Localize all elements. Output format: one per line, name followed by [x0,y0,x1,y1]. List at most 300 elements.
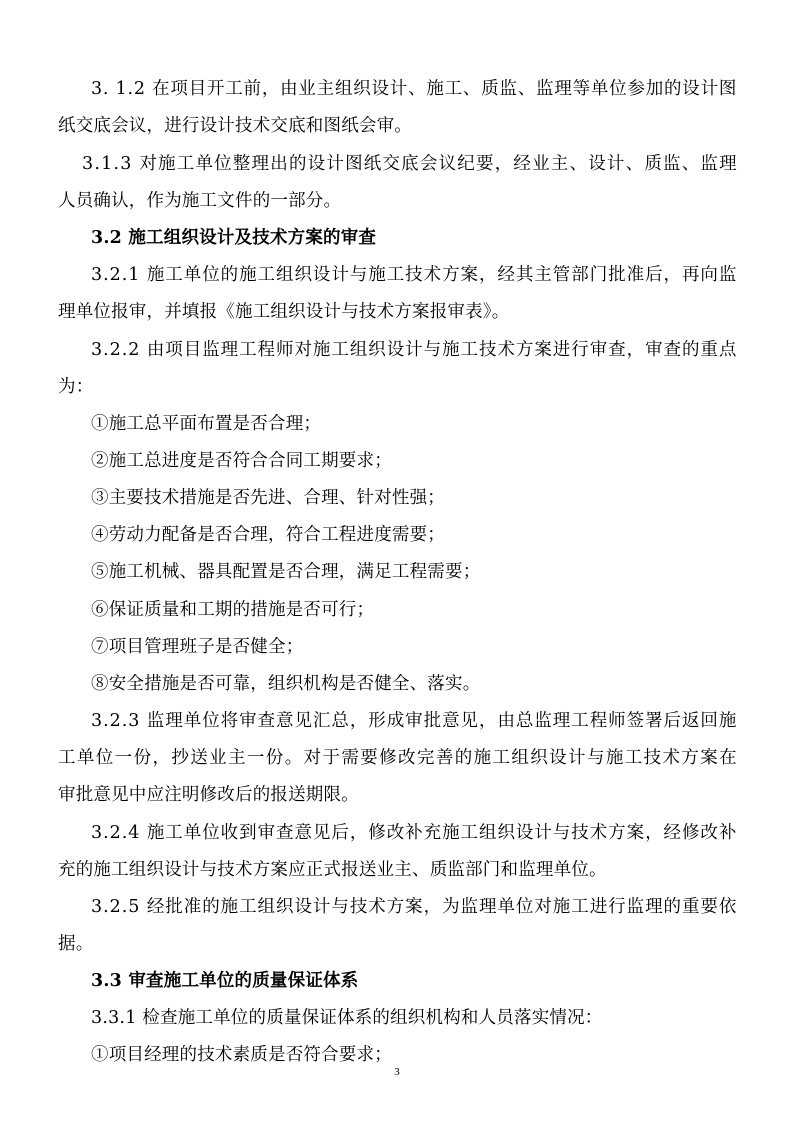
text-character: 意 [294,823,313,843]
text-character: 组 [349,340,368,360]
text-character: 计 [312,897,331,917]
text-character: ， [349,711,368,731]
text-character: 业 [209,748,227,768]
text-character: 、 [462,79,481,99]
text-character: 加 [645,79,664,99]
text-character: 工 [176,154,195,174]
text-character: 后 [645,265,663,285]
text-character: 织 [276,897,294,917]
text-character: 工 [257,265,276,285]
text-character: 施 [220,897,239,917]
text-character: 工 [460,340,479,360]
text-character: 5 [128,897,140,917]
text-character: 抄 [171,748,190,768]
text-character: 理 [478,897,497,917]
text-character: 计 [534,823,553,843]
text-character: 2 [109,897,121,917]
text-character: 纪 [457,154,475,174]
text-character [140,339,146,361]
text-character: 纸 [363,154,382,174]
text-character: 、 [408,79,426,99]
text-character: . [121,340,128,360]
text-character: 设 [682,79,700,99]
paragraph-3-2-4-line-2: 充的施工组织设计与技术方案应正式报送业主、质监部门和监理单位。 [58,860,607,880]
paragraph-3-1-3-line-1 [82,153,737,175]
text-character: 审 [257,823,276,843]
text-character: 织 [353,79,371,99]
text-character: 签 [626,711,645,731]
text-character: 的 [220,265,239,285]
text-character: 审 [645,340,663,360]
review-point-1: ①施工总平面布置是否合理； [91,414,322,434]
text-character: 进 [589,897,608,917]
text-character: 3 [120,154,132,174]
text-character: 、 [569,154,588,174]
text-character: 、 [517,79,536,99]
text-character: 行 [608,897,626,917]
text-character: 底 [401,154,419,174]
text-character: ， [261,79,280,99]
text-character: ， [626,340,645,360]
text-character: 组 [257,897,276,917]
text-character: 修 [379,748,397,768]
text-character: 补 [718,823,737,843]
text-character: 工 [165,265,183,285]
text-character: 施 [605,748,624,768]
text-character: 监 [663,154,681,174]
text-character: 3 [91,711,103,731]
text-character: 位 [202,823,220,843]
text-character: 的 [202,897,220,917]
text-character: 理 [251,154,270,174]
section-heading-3-3: 3.3 审查施工单位的质量保证体系 [91,971,359,991]
text-character: 方 [681,748,700,768]
text-character: 计 [331,265,350,285]
text-character: 的 [664,79,682,99]
paragraph-3-3-1-line-1: 3.3.1 检查施工单位的质量保证体系的组织机构和人员落实情况： [91,1008,603,1028]
text-character: 1 [101,154,113,174]
text-character: 的 [663,897,682,917]
text-character: 位 [515,897,534,917]
text-character: 对 [303,748,322,768]
text-character: 管 [552,265,571,285]
text-character: 主 [228,748,246,768]
text-character: 审 [405,711,423,731]
text-character: 师 [276,340,294,360]
text-character: 位 [202,265,220,285]
text-character: 目 [188,79,207,99]
text-character: 点 [718,340,737,360]
text-character: 交 [382,154,401,174]
text-character: 准 [626,265,645,285]
text-character: 等 [572,79,591,99]
text-character: 案 [534,340,553,360]
text-character: 经 [663,823,682,843]
text-character: 的 [454,748,473,768]
text-character: 与 [331,897,350,917]
text-character: 见 [460,711,479,731]
text-character: 对 [534,897,553,917]
text-character: 位 [214,154,232,174]
text-character: . [121,711,128,731]
paragraph-3-2-1-line-1 [91,264,737,286]
text-character: 在 [152,79,170,99]
text-character: 监 [202,340,220,360]
paragraph-3-2-3-line-1 [91,710,737,732]
text-character: 质 [644,154,663,174]
text-character: 施 [158,154,176,174]
text-character: 意 [442,711,460,731]
text-character: 再 [681,265,700,285]
text-character: 完 [416,748,435,768]
text-character: 整 [232,154,251,174]
text-character: 织 [530,748,548,768]
text-character: 设 [312,265,331,285]
review-point-8: ⑧安全措施是否可靠，组织机构是否健全、落实。 [91,674,481,694]
text-character: 前 [243,79,262,99]
text-character: 回 [700,711,719,731]
text-character: 与 [552,823,571,843]
text-character: 计 [700,79,719,99]
review-point-6: ⑥保证质量和工期的措施是否可行； [91,600,375,620]
text-character: 计 [405,340,423,360]
text-character: 理 [645,897,663,917]
text-character: 单 [76,748,95,768]
text-character: 由 [146,340,165,360]
text-character: 单 [497,897,516,917]
text-character: 主 [550,154,569,174]
text-character: 其 [515,265,534,285]
text-character: 工 [571,711,589,731]
text-character: 批 [165,897,183,917]
text-character: 进 [552,340,571,360]
text-character: 一 [246,748,265,768]
text-character: ， [478,265,497,285]
text-character: 查 [663,340,682,360]
text-character: 、 [681,154,700,174]
text-character: 施 [146,823,165,843]
text-character: 位 [95,748,114,768]
text-character: . [103,823,109,843]
text-character: 审 [589,340,608,360]
text-character: 设 [386,340,405,360]
page-number: 3 [394,1066,400,1078]
text-character: 的 [288,154,307,174]
text-character: 由 [280,79,298,99]
text-character: 审 [239,711,257,731]
text-character: 施 [312,340,331,360]
text-character: 理 [554,79,573,99]
text-character: 技 [571,823,589,843]
text-character: 技 [405,265,423,285]
text-character: . [103,265,109,285]
text-character: 准 [183,897,202,917]
text-character: . [113,154,120,174]
review-point-4: ④劳动力配备是否合理，符合工程进度需要； [91,525,445,545]
review-point-5: ⑤施工机械、器具配置是否合理，满足工程需要； [91,562,481,582]
review-point-7: ⑦项目管理班子是否健全； [91,637,304,657]
text-character: 工 [460,823,479,843]
text-character: 方 [515,340,534,360]
text-character: 业 [532,154,550,174]
text-character: 工 [58,748,76,768]
text-character: 施 [718,711,737,731]
text-character: 理 [165,711,183,731]
text-character: 开 [206,79,225,99]
text-character: 补 [405,823,423,843]
text-character: 工 [239,897,257,917]
text-character: 后 [331,823,350,843]
text-character: 查 [608,340,626,360]
text-character: 批 [423,711,442,731]
text-character: 案 [460,265,479,285]
text-character: 技 [643,748,662,768]
text-character: 需 [341,748,360,768]
text-character: 总 [515,711,534,731]
text-character: 要 [360,748,378,768]
text-character: 监 [146,711,165,731]
text-character: 组 [276,265,294,285]
text-character: 施 [442,823,460,843]
text-character: 技 [349,897,368,917]
text-character: 施 [239,265,257,285]
text-character: 案 [405,897,423,917]
text-character: 向 [700,265,719,285]
text-character: ， [423,897,442,917]
text-character: 经 [497,265,516,285]
text-character: 行 [571,340,589,360]
text-character: 图 [345,154,363,174]
text-character: 重 [700,340,719,360]
text-character: 在 [719,748,737,768]
text-character: . [103,340,109,360]
text-character: 主 [534,265,553,285]
paragraph-3-2-3-line-2 [58,747,737,769]
text-character: 术 [662,748,681,768]
text-character: 施 [442,340,460,360]
text-character: 工 [225,79,243,99]
text-character: 案 [626,823,645,843]
text-character: 计 [389,79,408,99]
text-character: 设 [515,823,534,843]
text-character: 将 [220,711,239,731]
text-character: 施 [368,265,386,285]
text-character: ， [645,823,663,843]
text-character: 于 [322,748,341,768]
text-character: 理 [220,340,239,360]
text-character: 、 [625,154,644,174]
text-character: 总 [331,711,350,731]
text-character: 目 [183,340,202,360]
text-character: 织 [497,823,516,843]
text-character: 2 [109,265,121,285]
text-character: 图 [718,79,737,99]
text-character: ， [478,711,497,731]
text-character: 主 [316,79,335,99]
text-character: 单 [183,823,202,843]
text-character: 3 [128,711,140,731]
text-character: 施 [146,265,165,285]
text-character: 会 [419,154,438,174]
text-character: 监 [534,711,553,731]
text-character: 程 [589,711,608,731]
text-character: 项 [165,340,183,360]
text-character: 改 [700,823,719,843]
text-character: 监 [718,265,737,285]
text-character: 位 [202,711,220,731]
text-character: 份 [265,748,284,768]
text-character: 返 [681,711,700,731]
text-character: 份 [133,748,152,768]
paragraph-3-2-3-line-3: 审批意见中应注明修改后的报送期限。 [58,785,359,805]
text-character: 3 [91,340,103,360]
text-character: 单 [183,265,202,285]
text-character: . [121,823,128,843]
text-character: 重 [681,897,700,917]
text-character: 4 [128,823,140,843]
text-character: 与 [423,340,442,360]
text-character: 术 [497,340,516,360]
text-character: 单 [590,79,609,99]
text-character: . [121,897,128,917]
text-character: 一 [114,748,133,768]
text-character: 形 [368,711,386,731]
text-character: 施 [552,897,571,917]
text-character: 经 [146,897,165,917]
text-character: 设 [549,748,567,768]
text-character: 3 [82,154,94,174]
text-character: 施 [426,79,445,99]
text-character: 术 [368,897,386,917]
text-character: 单 [195,154,214,174]
text-character: 改 [398,748,416,768]
paragraph-3-1-2-line-2: 纸交底会议，进行设计技术交底和图纸会审。 [58,116,412,136]
text-character: 批 [608,265,626,285]
text-character: 项 [170,79,189,99]
text-character: . [102,79,109,99]
text-character: ， [663,265,682,285]
text-character: ， [494,154,513,174]
text-character: 对 [139,154,158,174]
text-character: 修 [368,823,386,843]
text-character: 方 [442,265,460,285]
text-character: 理 [552,711,571,731]
text-character [140,264,146,286]
text-character: 。 [284,748,303,768]
text-character: 议 [438,154,457,174]
text-character: 术 [423,265,442,285]
text-character: 工 [624,748,643,768]
text-character: 汇 [312,711,331,731]
text-character: 后 [663,711,682,731]
text-character [140,896,146,918]
text-character: 设 [588,154,606,174]
text-character: 与 [349,265,368,285]
text-character: 对 [294,340,313,360]
text-character: 送 [190,748,208,768]
text-character: . [127,79,134,99]
text-character: 见 [312,823,331,843]
text-character: 参 [627,79,646,99]
text-character: 1 [128,265,140,285]
text-character [140,822,146,844]
text-character: 查 [257,711,276,731]
text-character: 1 [115,79,127,99]
text-character: 工 [492,748,511,768]
text-character: ， [152,748,171,768]
text-character: 计 [606,154,625,174]
text-character: 监 [460,897,479,917]
text-character: 工 [165,823,183,843]
text-character: 设 [307,154,326,174]
section-heading-3-2: 3.2 施工组织设计及技术方案的审查 [91,228,377,248]
text-character: 由 [497,711,516,731]
text-character: 门 [589,265,608,285]
text-character: 位 [609,79,627,99]
text-character: 经 [513,154,532,174]
text-character: 3 [91,823,103,843]
text-character: 设 [371,79,390,99]
text-character: 计 [568,748,586,768]
text-character: 理 [719,154,737,174]
text-character: 善 [435,748,454,768]
text-character: 3 [91,79,103,99]
text-character: 案 [700,748,718,768]
review-point-3: ③主要技术措施是否先进、合理、针对性强； [91,488,445,508]
text-character: 程 [257,340,276,360]
text-character: 监 [499,79,518,99]
text-character: 师 [608,711,626,731]
quality-check-point-1: ①项目经理的技术素质是否符合要求； [91,1045,392,1065]
text-character: 织 [368,340,386,360]
text-character: . [121,265,128,285]
text-character: 组 [511,748,530,768]
text-character: 要 [475,154,494,174]
paragraph-3-2-1-line-2: 理单位报审，并填报《施工组织设计与技术方案报审表》。 [58,302,510,322]
paragraph-3-2-5-line-2: 据。 [58,934,94,954]
text-character: 与 [586,748,605,768]
text-character: 改 [386,823,405,843]
text-character: 质 [481,79,499,99]
text-character [133,153,139,175]
text-character: 方 [608,823,626,843]
text-character: 依 [718,897,737,917]
paragraph-3-2-2-line-1 [91,339,737,361]
text-character: 组 [334,79,353,99]
text-character: . [94,154,101,174]
text-character: 为 [442,897,460,917]
paragraph-3-2-4-line-1 [91,822,737,844]
text-character: 工 [386,265,405,285]
text-character: 2 [109,340,121,360]
text-character: 署 [645,711,663,731]
paragraph-3-2-2-line-2: 为： [58,377,94,397]
paragraph-3-1-2-line-1 [91,78,737,100]
text-character: 监 [700,154,719,174]
text-character: 3 [91,897,103,917]
paragraph-3-2-5-line-1 [91,896,737,918]
text-character: 3 [91,265,103,285]
text-character: . [103,711,109,731]
text-character: 意 [276,711,294,731]
text-character: . [103,897,109,917]
text-character: 查 [276,823,294,843]
text-character: 的 [681,340,700,360]
text-character: 2 [109,823,121,843]
review-point-2: ②施工总进度是否符合合同工期要求； [91,451,392,471]
text-character: 工 [239,340,257,360]
text-character: 工 [331,340,350,360]
